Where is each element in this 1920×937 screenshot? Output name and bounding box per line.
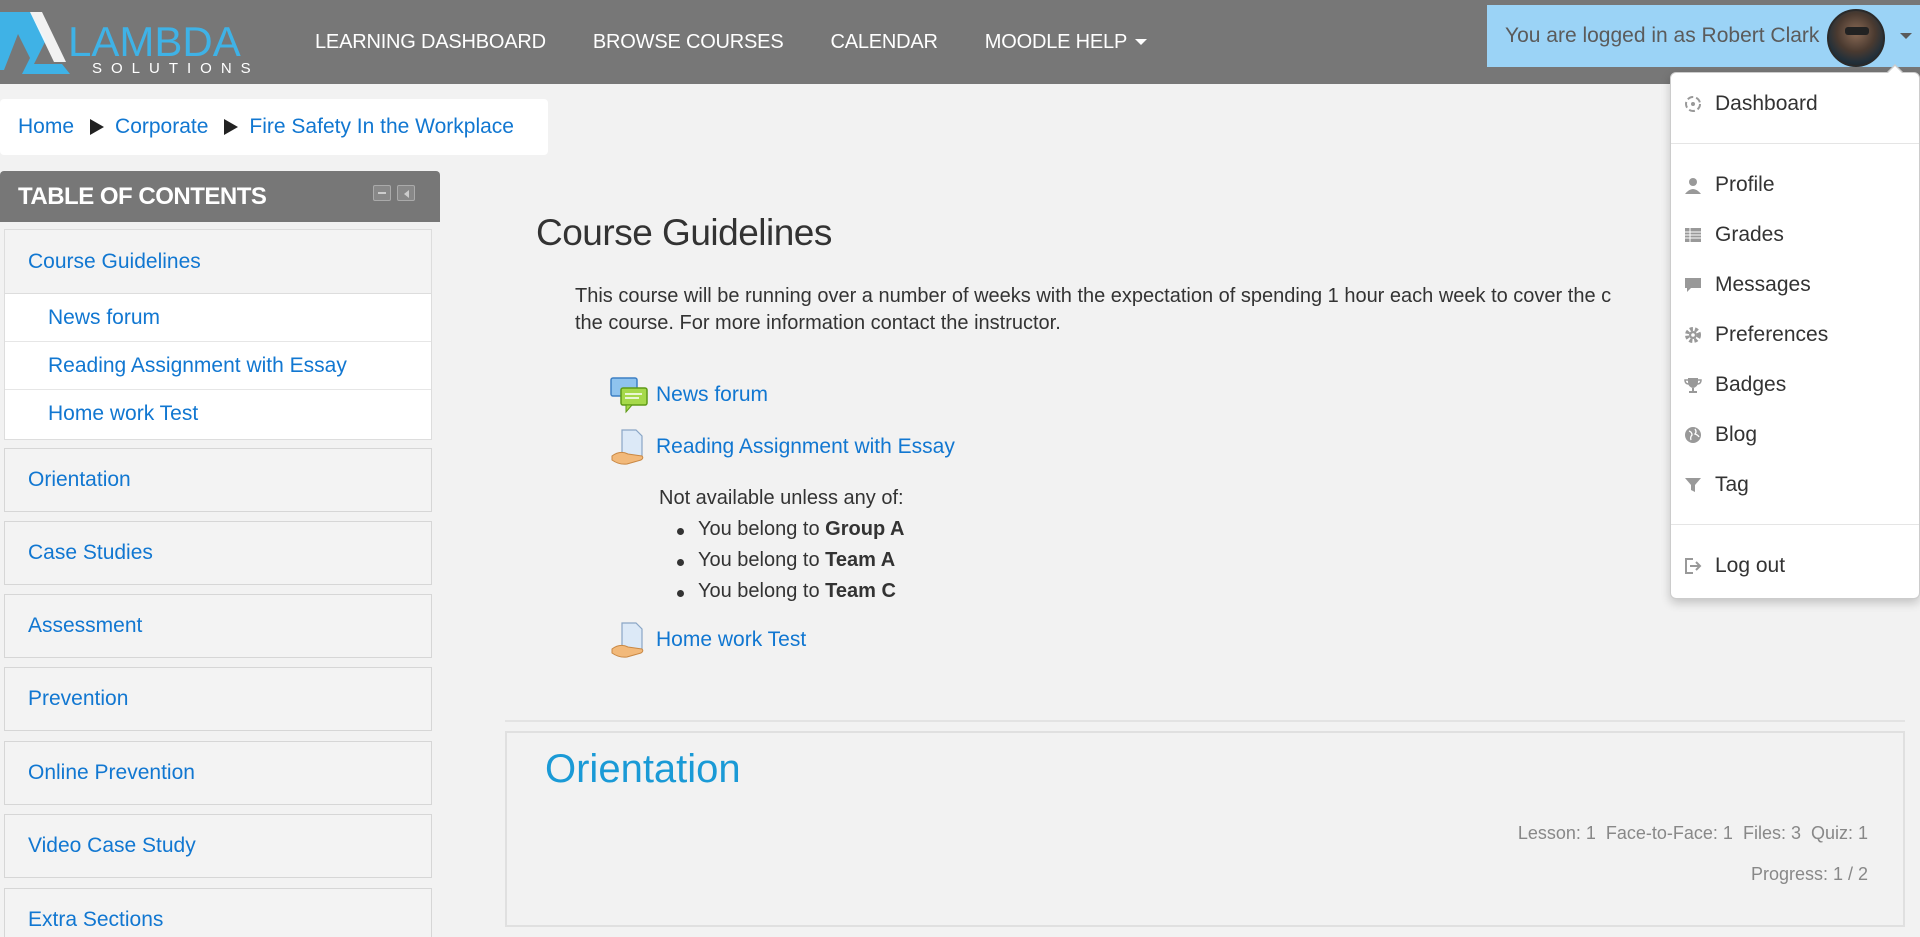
forum-icon: [610, 376, 648, 414]
menu-item-preferences[interactable]: [1671, 313, 1919, 357]
toc-item-course-guidelines[interactable]: Course Guidelines: [5, 230, 431, 294]
user-dropdown-menu: [1670, 72, 1920, 599]
menu-item-blog[interactable]: [1671, 413, 1919, 457]
main-nav: [315, 0, 1194, 84]
message-icon: [1683, 275, 1703, 295]
nav-calendar[interactable]: [830, 31, 937, 54]
toc-title: TABLE OF CONTENTS: [18, 183, 267, 210]
breadcrumb-separator-icon: [224, 119, 238, 135]
caret-down-icon: [1135, 39, 1147, 45]
brand-name: LAMBDA: [68, 18, 241, 65]
logout-icon: [1683, 556, 1703, 576]
toc-item-assessment[interactable]: Assessment: [4, 594, 432, 658]
section-card-orientation: [505, 731, 1905, 927]
restriction-group: Team C: [825, 580, 896, 602]
menu-item-label: Preferences: [1715, 323, 1829, 346]
lambda-logo-icon: [0, 12, 75, 74]
filter-icon: [1683, 475, 1703, 495]
brand-logo[interactable]: [0, 8, 260, 77]
caret-down-icon: [1900, 33, 1912, 39]
toc-item-online-prevention[interactable]: Online Prevention: [4, 741, 432, 805]
nav-moodle-help[interactable]: [985, 31, 1147, 54]
menu-item-messages[interactable]: [1671, 263, 1919, 307]
nav-learning-dashboard[interactable]: [315, 31, 546, 54]
breadcrumb-corporate[interactable]: Corporate: [115, 115, 209, 138]
dock-icon[interactable]: [397, 185, 415, 201]
section-activity-summary: Lesson: 1 Face-to-Face: 1 Files: 3 Quiz: 1: [1517, 823, 1868, 843]
dashboard-icon: [1683, 94, 1703, 114]
restriction-item: [698, 549, 904, 580]
toc-item-video-case-study[interactable]: Video Case Study: [4, 814, 432, 878]
menu-item-logout[interactable]: [1671, 544, 1919, 588]
activity-label: Home work Test: [656, 628, 807, 651]
nav-label: BROWSE COURSES: [592, 30, 784, 53]
restriction-list: [698, 518, 904, 611]
globe-icon: [1683, 425, 1703, 445]
toc-subitem-reading-assignment[interactable]: Reading Assignment with Essay: [5, 342, 431, 390]
toc-subitem-homework-test[interactable]: Home work Test: [48, 402, 199, 425]
section-divider: [505, 720, 1905, 722]
menu-item-label: Messages: [1715, 273, 1811, 296]
brand-tagline: SOLUTIONS: [92, 60, 260, 77]
menu-item-profile[interactable]: [1671, 163, 1919, 207]
restriction-prefix: You belong to: [698, 518, 826, 540]
breadcrumb-separator-icon: [90, 119, 104, 135]
restriction-prefix: You belong to: [698, 580, 826, 602]
activity-label: News forum: [656, 383, 769, 406]
activity-homework-test[interactable]: [610, 621, 806, 659]
trophy-icon: [1683, 375, 1703, 395]
grades-icon: [1683, 225, 1703, 245]
restriction-heading: Not available unless any of:: [659, 487, 904, 509]
toc-header: [0, 171, 440, 222]
menu-divider: [1671, 524, 1919, 525]
toc-section-course-guidelines: [4, 229, 432, 440]
activity-news-forum[interactable]: [610, 376, 768, 414]
section-heading: Course Guidelines: [536, 212, 832, 253]
section-progress: Progress: 1 / 2: [1750, 864, 1868, 884]
summary-line: the course. For more information contact the instructor.: [575, 312, 1061, 334]
restriction-group: Group A: [825, 518, 905, 540]
menu-item-tag[interactable]: [1671, 463, 1919, 507]
restriction-item: [698, 580, 904, 611]
assignment-icon: [610, 428, 648, 466]
nav-label: CALENDAR: [830, 30, 938, 53]
logged-in-text: You are logged in as Robert Clark: [1505, 24, 1820, 47]
nav-browse-courses[interactable]: [593, 31, 784, 54]
section-summary: [575, 283, 1675, 337]
menu-item-grades[interactable]: [1671, 213, 1919, 257]
assignment-icon: [610, 621, 648, 659]
toc-subitem-news-forum[interactable]: News forum: [5, 294, 431, 342]
avatar[interactable]: [1827, 9, 1885, 67]
restriction-prefix: You belong to: [698, 549, 826, 571]
menu-item-label: Tag: [1715, 473, 1749, 496]
menu-item-badges[interactable]: [1671, 363, 1919, 407]
menu-item-label: Log out: [1715, 554, 1786, 577]
gear-icon: [1683, 325, 1703, 345]
user-icon: [1683, 175, 1703, 195]
breadcrumb: [0, 99, 548, 155]
summary-line: This course will be running over a number of weeks with the expectation of spending 1 hour each week to cover the c: [575, 285, 1612, 307]
menu-item-label: Grades: [1715, 223, 1784, 246]
menu-item-label: Dashboard: [1715, 92, 1818, 115]
nav-label: MOODLE HELP: [984, 30, 1128, 53]
top-navbar: [0, 0, 1920, 84]
toc-item-prevention[interactable]: Prevention: [4, 667, 432, 731]
section-title-link[interactable]: Orientation: [545, 747, 741, 791]
restriction-group: Team A: [825, 549, 896, 571]
activity-reading-assignment[interactable]: [610, 428, 955, 466]
collapse-icon[interactable]: [373, 185, 391, 201]
toc-item-case-studies[interactable]: Case Studies: [4, 521, 432, 585]
menu-item-label: Profile: [1715, 173, 1775, 196]
toc-item-orientation[interactable]: Orientation: [4, 448, 432, 512]
menu-item-label: Blog: [1715, 423, 1758, 446]
breadcrumb-course[interactable]: Fire Safety In the Workplace: [249, 115, 514, 138]
menu-item-dashboard[interactable]: [1671, 82, 1919, 126]
menu-item-label: Badges: [1715, 373, 1787, 396]
toc-item-extra-sections[interactable]: Extra Sections: [4, 888, 432, 937]
activity-label: Reading Assignment with Essay: [656, 435, 955, 458]
user-menu-toggle[interactable]: [1487, 5, 1920, 67]
breadcrumb-home[interactable]: Home: [18, 115, 75, 138]
menu-divider: [1671, 143, 1919, 144]
restriction-item: [698, 518, 904, 549]
nav-label: LEARNING DASHBOARD: [315, 30, 546, 53]
